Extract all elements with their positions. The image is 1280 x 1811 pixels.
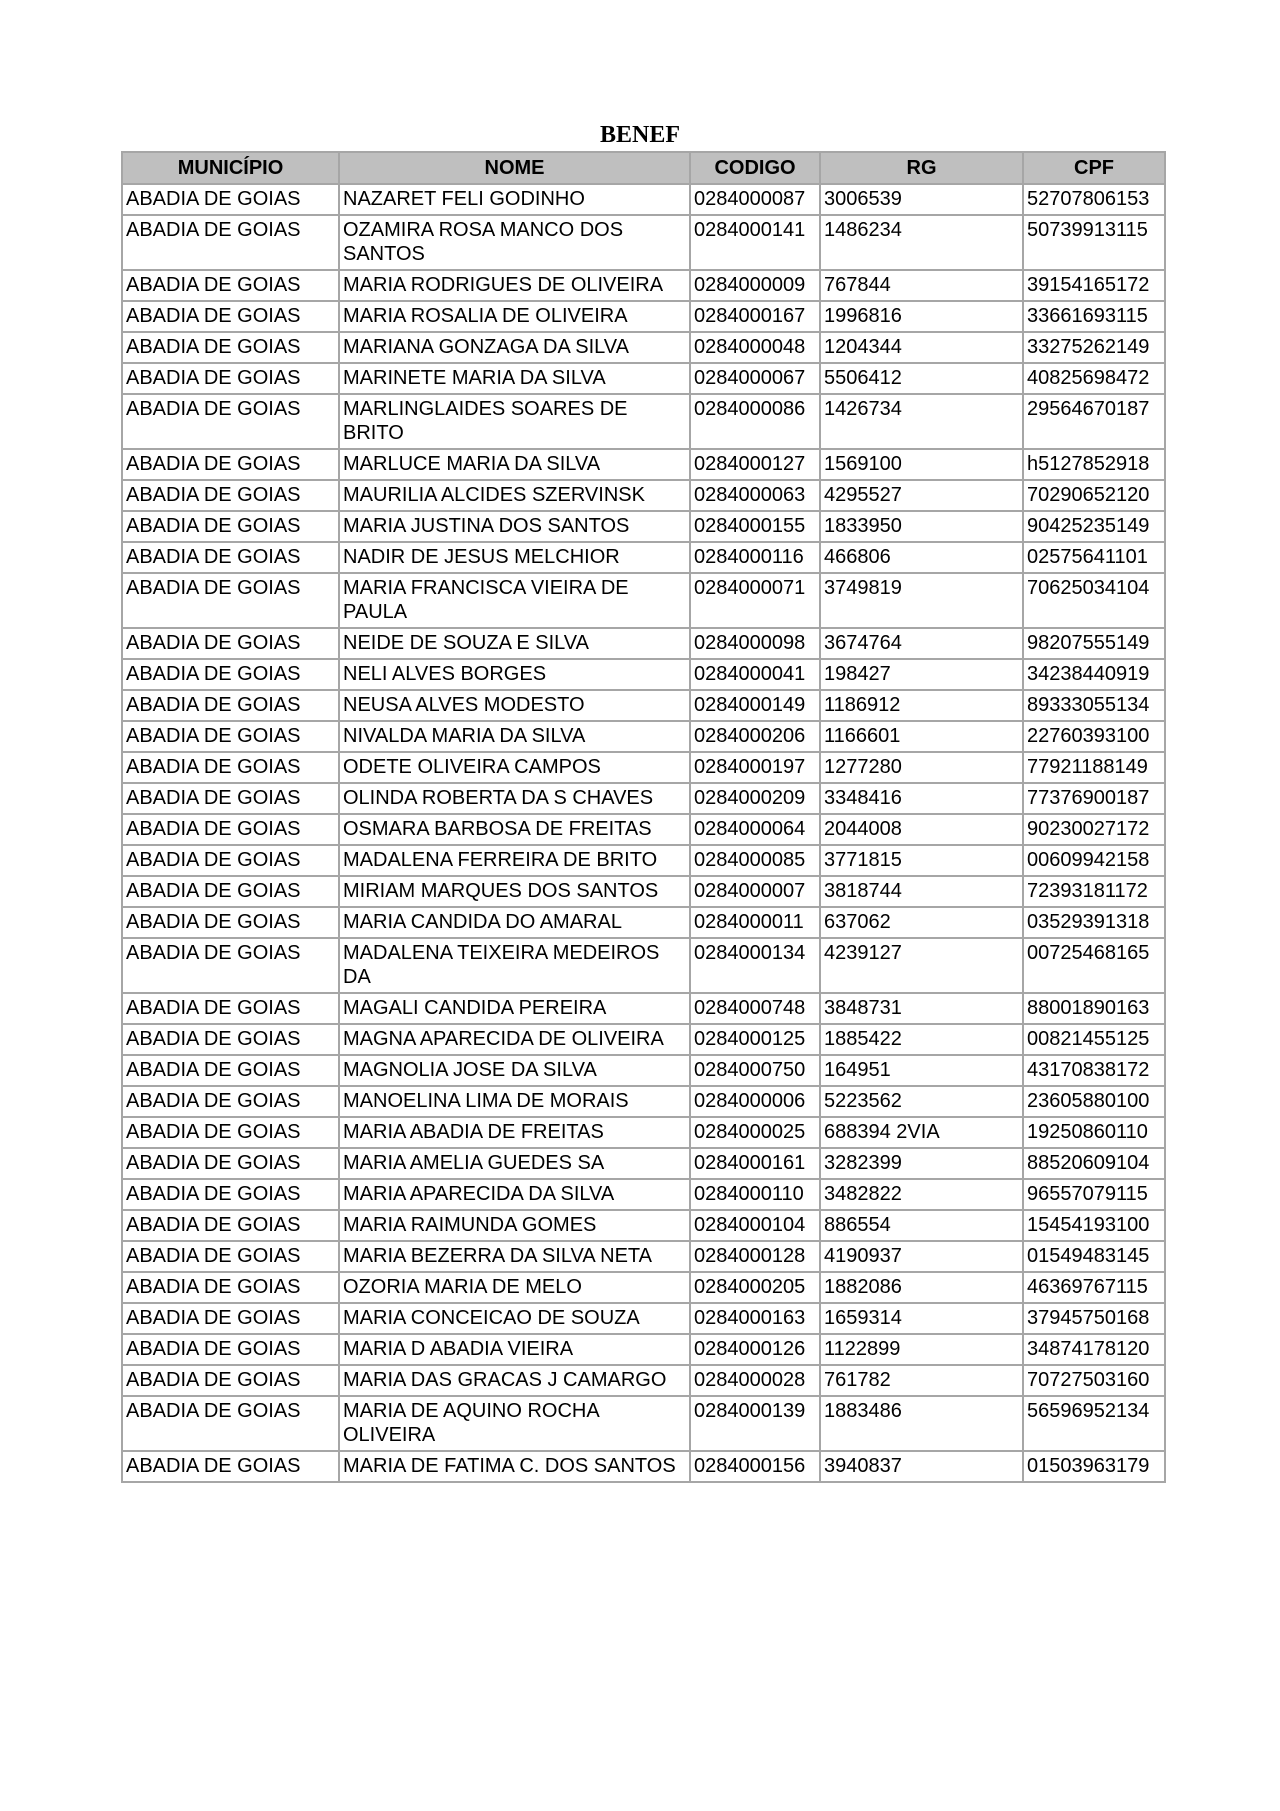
- cell-municipio: ABADIA DE GOIAS: [122, 721, 339, 752]
- cell-rg: 3482822: [820, 1179, 1023, 1210]
- cell-municipio: ABADIA DE GOIAS: [122, 573, 339, 628]
- cell-municipio: ABADIA DE GOIAS: [122, 876, 339, 907]
- cell-rg: 3674764: [820, 628, 1023, 659]
- cell-codigo: 0284000067: [690, 363, 820, 394]
- cell-nome: MARIA APARECIDA DA SILVA: [339, 1179, 690, 1210]
- cell-nome: MARIA DAS GRACAS J CAMARGO: [339, 1365, 690, 1396]
- cell-cpf: 70727503160: [1023, 1365, 1165, 1396]
- cell-nome: MAGNOLIA JOSE DA SILVA: [339, 1055, 690, 1086]
- cell-codigo: 0284000156: [690, 1451, 820, 1482]
- cell-municipio: ABADIA DE GOIAS: [122, 938, 339, 993]
- table-row: [122, 783, 1165, 814]
- cell-rg: 4295527: [820, 480, 1023, 511]
- cell-codigo: 0284000063: [690, 480, 820, 511]
- cell-codigo: 0284000028: [690, 1365, 820, 1396]
- cell-rg: 886554: [820, 1210, 1023, 1241]
- table-header: [122, 152, 1165, 184]
- table-row: [122, 394, 1165, 449]
- cell-cpf: 43170838172: [1023, 1055, 1165, 1086]
- cell-nome: OZORIA MARIA DE MELO: [339, 1272, 690, 1303]
- cell-cpf: 89333055134: [1023, 690, 1165, 721]
- cell-nome: MARIA RODRIGUES DE OLIVEIRA: [339, 270, 690, 301]
- cell-rg: 688394 2VIA: [820, 1117, 1023, 1148]
- cell-municipio: ABADIA DE GOIAS: [122, 542, 339, 573]
- cell-nome: MARIA DE FATIMA C. DOS SANTOS: [339, 1451, 690, 1482]
- cell-municipio: ABADIA DE GOIAS: [122, 783, 339, 814]
- table-row: [122, 1241, 1165, 1272]
- cell-cpf: 96557079115: [1023, 1179, 1165, 1210]
- cell-cpf: 88520609104: [1023, 1148, 1165, 1179]
- cell-cpf: 70625034104: [1023, 573, 1165, 628]
- cell-municipio: ABADIA DE GOIAS: [122, 363, 339, 394]
- cell-codigo: 0284000750: [690, 1055, 820, 1086]
- cell-rg: 1186912: [820, 690, 1023, 721]
- cell-rg: 198427: [820, 659, 1023, 690]
- cell-municipio: ABADIA DE GOIAS: [122, 511, 339, 542]
- table-row: [122, 511, 1165, 542]
- cell-rg: 1204344: [820, 332, 1023, 363]
- cell-cpf: 23605880100: [1023, 1086, 1165, 1117]
- cell-cpf: 88001890163: [1023, 993, 1165, 1024]
- table-row: [122, 480, 1165, 511]
- cell-rg: 1166601: [820, 721, 1023, 752]
- cell-rg: 3771815: [820, 845, 1023, 876]
- cell-nome: MARIANA GONZAGA DA SILVA: [339, 332, 690, 363]
- cell-codigo: 0284000041: [690, 659, 820, 690]
- cell-codigo: 0284000007: [690, 876, 820, 907]
- cell-municipio: ABADIA DE GOIAS: [122, 659, 339, 690]
- cell-rg: 1122899: [820, 1334, 1023, 1365]
- cell-cpf: 77921188149: [1023, 752, 1165, 783]
- cell-cpf: 70290652120: [1023, 480, 1165, 511]
- cell-municipio: ABADIA DE GOIAS: [122, 814, 339, 845]
- cell-codigo: 0284000025: [690, 1117, 820, 1148]
- cell-cpf: 33275262149: [1023, 332, 1165, 363]
- cell-cpf: 34874178120: [1023, 1334, 1165, 1365]
- cell-cpf: 98207555149: [1023, 628, 1165, 659]
- cell-rg: 1882086: [820, 1272, 1023, 1303]
- header-cpf: CPF: [1023, 152, 1165, 184]
- cell-codigo: 0284000139: [690, 1396, 820, 1451]
- cell-municipio: ABADIA DE GOIAS: [122, 1241, 339, 1272]
- cell-municipio: ABADIA DE GOIAS: [122, 993, 339, 1024]
- table-row: [122, 1334, 1165, 1365]
- cell-municipio: ABADIA DE GOIAS: [122, 690, 339, 721]
- cell-codigo: 0284000163: [690, 1303, 820, 1334]
- cell-rg: 5223562: [820, 1086, 1023, 1117]
- cell-cpf: 50739913115: [1023, 215, 1165, 270]
- table-row: [122, 1365, 1165, 1396]
- cell-cpf: 19250860110: [1023, 1117, 1165, 1148]
- cell-cpf: 01549483145: [1023, 1241, 1165, 1272]
- cell-municipio: ABADIA DE GOIAS: [122, 628, 339, 659]
- cell-rg: 767844: [820, 270, 1023, 301]
- table-row: [122, 993, 1165, 1024]
- cell-municipio: ABADIA DE GOIAS: [122, 1365, 339, 1396]
- cell-nome: NADIR DE JESUS MELCHIOR: [339, 542, 690, 573]
- cell-nome: OLINDA ROBERTA DA S CHAVES: [339, 783, 690, 814]
- cell-cpf: 77376900187: [1023, 783, 1165, 814]
- cell-nome: MARIA DE AQUINO ROCHA OLIVEIRA: [339, 1396, 690, 1451]
- cell-codigo: 0284000009: [690, 270, 820, 301]
- table-row: [122, 907, 1165, 938]
- cell-codigo: 0284000011: [690, 907, 820, 938]
- cell-cpf: 02575641101: [1023, 542, 1165, 573]
- table-body: [122, 184, 1165, 1482]
- table-row: [122, 542, 1165, 573]
- cell-codigo: 0284000197: [690, 752, 820, 783]
- cell-cpf: 46369767115: [1023, 1272, 1165, 1303]
- cell-nome: MARINETE MARIA DA SILVA: [339, 363, 690, 394]
- cell-municipio: ABADIA DE GOIAS: [122, 1303, 339, 1334]
- cell-municipio: ABADIA DE GOIAS: [122, 845, 339, 876]
- cell-nome: MARIA CONCEICAO DE SOUZA: [339, 1303, 690, 1334]
- table-row: [122, 814, 1165, 845]
- cell-nome: MARIA BEZERRA DA SILVA NETA: [339, 1241, 690, 1272]
- cell-nome: MAGNA APARECIDA DE OLIVEIRA: [339, 1024, 690, 1055]
- cell-municipio: ABADIA DE GOIAS: [122, 1272, 339, 1303]
- table-row: [122, 270, 1165, 301]
- cell-cpf: 90425235149: [1023, 511, 1165, 542]
- cell-codigo: 0284000161: [690, 1148, 820, 1179]
- cell-codigo: 0284000006: [690, 1086, 820, 1117]
- cell-rg: 1833950: [820, 511, 1023, 542]
- cell-rg: 5506412: [820, 363, 1023, 394]
- table-row: [122, 449, 1165, 480]
- cell-codigo: 0284000085: [690, 845, 820, 876]
- cell-municipio: ABADIA DE GOIAS: [122, 1451, 339, 1482]
- cell-municipio: ABADIA DE GOIAS: [122, 394, 339, 449]
- header-nome: NOME: [339, 152, 690, 184]
- cell-cpf: 15454193100: [1023, 1210, 1165, 1241]
- table-row: [122, 301, 1165, 332]
- cell-cpf: 00821455125: [1023, 1024, 1165, 1055]
- cell-codigo: 0284000209: [690, 783, 820, 814]
- cell-codigo: 0284000098: [690, 628, 820, 659]
- table-row: [122, 845, 1165, 876]
- table-row: [122, 628, 1165, 659]
- cell-rg: 1277280: [820, 752, 1023, 783]
- cell-codigo: 0284000206: [690, 721, 820, 752]
- cell-codigo: 0284000071: [690, 573, 820, 628]
- cell-municipio: ABADIA DE GOIAS: [122, 332, 339, 363]
- cell-cpf: 56596952134: [1023, 1396, 1165, 1451]
- cell-nome: MIRIAM MARQUES DOS SANTOS: [339, 876, 690, 907]
- cell-nome: MARIA AMELIA GUEDES SA: [339, 1148, 690, 1179]
- header-municipio: MUNICÍPIO: [122, 152, 339, 184]
- cell-cpf: 03529391318: [1023, 907, 1165, 938]
- cell-nome: MADALENA TEIXEIRA MEDEIROS DA: [339, 938, 690, 993]
- table-row: [122, 363, 1165, 394]
- cell-cpf: h5127852918: [1023, 449, 1165, 480]
- cell-nome: NEUSA ALVES MODESTO: [339, 690, 690, 721]
- cell-cpf: 39154165172: [1023, 270, 1165, 301]
- cell-rg: 3282399: [820, 1148, 1023, 1179]
- cell-nome: OSMARA BARBOSA DE FREITAS: [339, 814, 690, 845]
- cell-rg: 4190937: [820, 1241, 1023, 1272]
- cell-codigo: 0284000110: [690, 1179, 820, 1210]
- cell-nome: MARIA FRANCISCA VIEIRA DE PAULA: [339, 573, 690, 628]
- cell-municipio: ABADIA DE GOIAS: [122, 184, 339, 215]
- cell-codigo: 0284000149: [690, 690, 820, 721]
- table-row: [122, 1210, 1165, 1241]
- cell-rg: 4239127: [820, 938, 1023, 993]
- cell-rg: 637062: [820, 907, 1023, 938]
- cell-municipio: ABADIA DE GOIAS: [122, 907, 339, 938]
- cell-codigo: 0284000748: [690, 993, 820, 1024]
- cell-rg: 1885422: [820, 1024, 1023, 1055]
- cell-municipio: ABADIA DE GOIAS: [122, 270, 339, 301]
- cell-cpf: 22760393100: [1023, 721, 1165, 752]
- cell-cpf: 72393181172: [1023, 876, 1165, 907]
- cell-rg: 3749819: [820, 573, 1023, 628]
- table-row: [122, 752, 1165, 783]
- cell-nome: MAGALI CANDIDA PEREIRA: [339, 993, 690, 1024]
- table-row: [122, 184, 1165, 215]
- cell-cpf: 00725468165: [1023, 938, 1165, 993]
- cell-municipio: ABADIA DE GOIAS: [122, 1086, 339, 1117]
- cell-codigo: 0284000125: [690, 1024, 820, 1055]
- cell-municipio: ABADIA DE GOIAS: [122, 1055, 339, 1086]
- table-row: [122, 938, 1165, 993]
- table-row: [122, 1086, 1165, 1117]
- cell-cpf: 33661693115: [1023, 301, 1165, 332]
- table-row: [122, 1117, 1165, 1148]
- cell-rg: 3348416: [820, 783, 1023, 814]
- cell-rg: 3940837: [820, 1451, 1023, 1482]
- cell-cpf: 52707806153: [1023, 184, 1165, 215]
- header-row: [122, 152, 1165, 184]
- cell-codigo: 0284000126: [690, 1334, 820, 1365]
- cell-nome: MAURILIA ALCIDES SZERVINSK: [339, 480, 690, 511]
- table-row: [122, 573, 1165, 628]
- table-row: [122, 1272, 1165, 1303]
- cell-codigo: 0284000086: [690, 394, 820, 449]
- cell-nome: OZAMIRA ROSA MANCO DOS SANTOS: [339, 215, 690, 270]
- cell-codigo: 0284000048: [690, 332, 820, 363]
- cell-codigo: 0284000064: [690, 814, 820, 845]
- page-title: BENEF: [599, 122, 680, 148]
- cell-nome: NEIDE DE SOUZA E SILVA: [339, 628, 690, 659]
- cell-rg: 3848731: [820, 993, 1023, 1024]
- table-row: [122, 690, 1165, 721]
- cell-cpf: 29564670187: [1023, 394, 1165, 449]
- cell-nome: NAZARET FELI GODINHO: [339, 184, 690, 215]
- cell-nome: MARLINGLAIDES SOARES DE BRITO: [339, 394, 690, 449]
- cell-rg: 1883486: [820, 1396, 1023, 1451]
- cell-codigo: 0284000141: [690, 215, 820, 270]
- cell-municipio: ABADIA DE GOIAS: [122, 480, 339, 511]
- cell-nome: MARIA RAIMUNDA GOMES: [339, 1210, 690, 1241]
- cell-rg: 164951: [820, 1055, 1023, 1086]
- cell-municipio: ABADIA DE GOIAS: [122, 301, 339, 332]
- cell-rg: 3006539: [820, 184, 1023, 215]
- cell-rg: 466806: [820, 542, 1023, 573]
- header-rg: RG: [820, 152, 1023, 184]
- table-row: [122, 876, 1165, 907]
- table-row: [122, 1451, 1165, 1482]
- cell-nome: MARIA D ABADIA VIEIRA: [339, 1334, 690, 1365]
- cell-nome: MARLUCE MARIA DA SILVA: [339, 449, 690, 480]
- table-row: [122, 721, 1165, 752]
- cell-municipio: ABADIA DE GOIAS: [122, 752, 339, 783]
- cell-rg: 761782: [820, 1365, 1023, 1396]
- cell-rg: 1486234: [820, 215, 1023, 270]
- cell-codigo: 0284000087: [690, 184, 820, 215]
- cell-codigo: 0284000127: [690, 449, 820, 480]
- cell-nome: NELI ALVES BORGES: [339, 659, 690, 690]
- cell-municipio: ABADIA DE GOIAS: [122, 1396, 339, 1451]
- cell-codigo: 0284000116: [690, 542, 820, 573]
- cell-rg: 1426734: [820, 394, 1023, 449]
- cell-nome: MADALENA FERREIRA DE BRITO: [339, 845, 690, 876]
- cell-municipio: ABADIA DE GOIAS: [122, 1024, 339, 1055]
- cell-codigo: 0284000104: [690, 1210, 820, 1241]
- cell-rg: 1569100: [820, 449, 1023, 480]
- table-row: [122, 1024, 1165, 1055]
- cell-nome: MARIA ABADIA DE FREITAS: [339, 1117, 690, 1148]
- cell-rg: 1659314: [820, 1303, 1023, 1334]
- cell-cpf: 90230027172: [1023, 814, 1165, 845]
- cell-rg: 1996816: [820, 301, 1023, 332]
- cell-nome: MANOELINA LIMA DE MORAIS: [339, 1086, 690, 1117]
- cell-codigo: 0284000128: [690, 1241, 820, 1272]
- table-row: [122, 1396, 1165, 1451]
- cell-municipio: ABADIA DE GOIAS: [122, 449, 339, 480]
- cell-nome: ODETE OLIVEIRA CAMPOS: [339, 752, 690, 783]
- table-row: [122, 1179, 1165, 1210]
- cell-rg: 2044008: [820, 814, 1023, 845]
- cell-codigo: 0284000205: [690, 1272, 820, 1303]
- table-row: [122, 1303, 1165, 1334]
- cell-codigo: 0284000155: [690, 511, 820, 542]
- cell-codigo: 0284000167: [690, 301, 820, 332]
- cell-nome: NIVALDA MARIA DA SILVA: [339, 721, 690, 752]
- table-row: [122, 215, 1165, 270]
- cell-cpf: 01503963179: [1023, 1451, 1165, 1482]
- table-row: [122, 1055, 1165, 1086]
- table-row: [122, 332, 1165, 363]
- cell-rg: 3818744: [820, 876, 1023, 907]
- cell-municipio: ABADIA DE GOIAS: [122, 215, 339, 270]
- cell-codigo: 0284000134: [690, 938, 820, 993]
- cell-municipio: ABADIA DE GOIAS: [122, 1210, 339, 1241]
- beneficiaries-table: [121, 151, 1166, 1483]
- cell-nome: MARIA ROSALIA DE OLIVEIRA: [339, 301, 690, 332]
- table-row: [122, 659, 1165, 690]
- cell-nome: MARIA CANDIDA DO AMARAL: [339, 907, 690, 938]
- cell-cpf: 00609942158: [1023, 845, 1165, 876]
- cell-municipio: ABADIA DE GOIAS: [122, 1334, 339, 1365]
- cell-cpf: 40825698472: [1023, 363, 1165, 394]
- cell-nome: MARIA JUSTINA DOS SANTOS: [339, 511, 690, 542]
- cell-municipio: ABADIA DE GOIAS: [122, 1148, 339, 1179]
- cell-cpf: 37945750168: [1023, 1303, 1165, 1334]
- cell-municipio: ABADIA DE GOIAS: [122, 1117, 339, 1148]
- header-codigo: CODIGO: [690, 152, 820, 184]
- table-row: [122, 1148, 1165, 1179]
- cell-cpf: 34238440919: [1023, 659, 1165, 690]
- cell-municipio: ABADIA DE GOIAS: [122, 1179, 339, 1210]
